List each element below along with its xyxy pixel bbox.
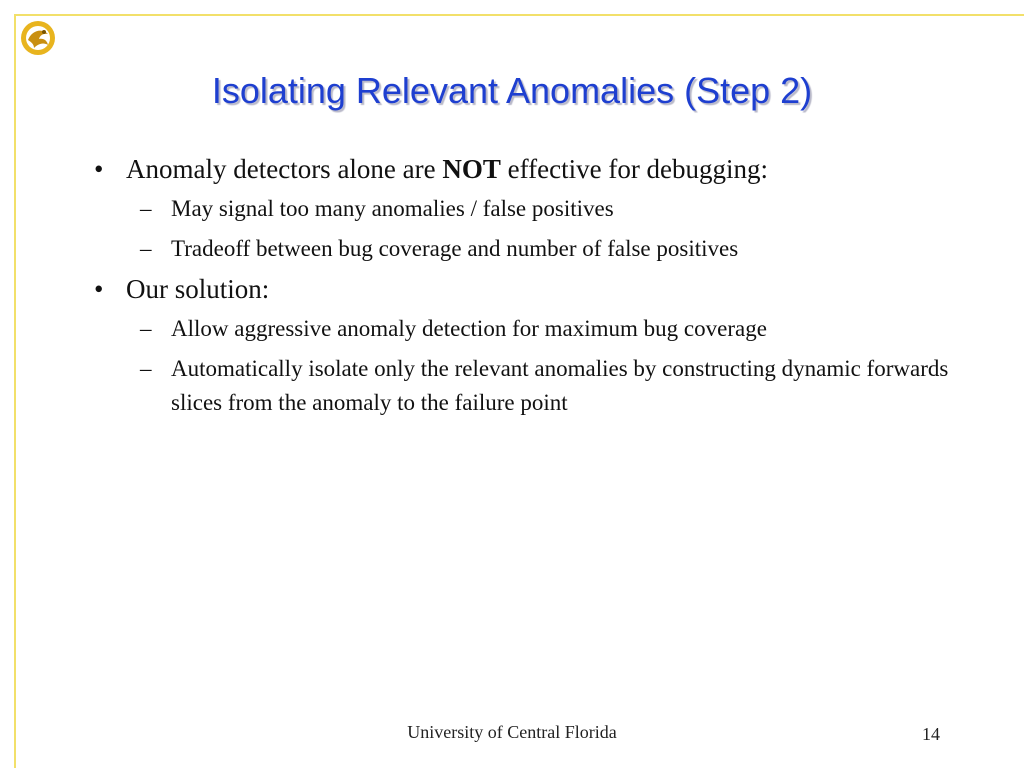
slide-content xyxy=(90,152,980,426)
bullet-1-text-after: effective for debugging: xyxy=(500,154,769,184)
footer-institution: University of Central Florida xyxy=(407,722,617,742)
sub-bullet-marker: – xyxy=(140,196,152,221)
sub-bullet-1-2-text: Tradeoff between bug coverage and number of false positives xyxy=(171,236,739,261)
sub-bullet-2-1 xyxy=(90,312,980,346)
ucf-logo-icon xyxy=(18,18,58,58)
sub-bullet-marker: – xyxy=(140,316,152,341)
sub-bullet-1-1-text: May signal too many anomalies / false positives xyxy=(171,196,614,221)
sub-bullet-2-2 xyxy=(90,352,980,420)
sub-bullet-2-1-text: Allow aggressive anomaly detection for maximum bug coverage xyxy=(171,316,767,341)
sub-bullet-2-2-text: Automatically isolate only the relevant anomalies by constructing dynamic forwards slices from the anomaly to the failure point xyxy=(171,356,949,415)
sub-bullet-marker: – xyxy=(140,356,152,381)
bullet-1-emphasis: NOT xyxy=(442,154,501,184)
page-number: 14 xyxy=(922,724,940,744)
slide-title: Isolating Relevant Anomalies (Step 2) xyxy=(211,70,813,111)
bullet-marker: • xyxy=(94,274,104,304)
bullet-1 xyxy=(90,152,980,186)
bullet-marker: • xyxy=(94,154,104,184)
bullet-2-text: Our solution: xyxy=(126,274,270,304)
bullet-2 xyxy=(90,272,980,306)
sub-bullet-1-1 xyxy=(90,192,980,226)
sub-bullet-1-2 xyxy=(90,232,980,266)
bullet-1-text-before: Anomaly detectors alone are xyxy=(126,154,443,184)
sub-bullet-marker: – xyxy=(140,236,152,261)
